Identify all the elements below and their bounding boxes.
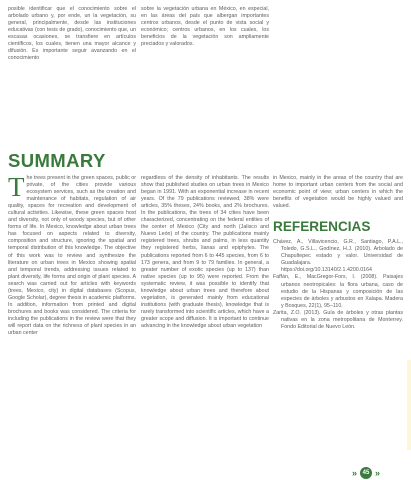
page-number-badge: 45 xyxy=(360,467,372,479)
summary-column-3 xyxy=(273,175,403,331)
intro-column-1 xyxy=(8,6,136,62)
summary-paragraph-1 xyxy=(8,172,136,337)
double-chevron-down-icon[interactable]: » xyxy=(375,467,381,478)
summary-paragraph-2: regardless of the density of inhabitants. The results show that published studies on urban trees in Mexico began in 1991. With an exponential increase in recent years. Of the 79 publications reviewed, 38% were articles, 35% theses, 24% books, and 2% brochures. In the publications, the trees of 34 cities have been characterized, concentrating on the federal entities of the center of Mexico (City and north (Jalisco and Nuevo León) of the country. The publications mainly registered trees, shrubs and palms, in less quantity they registered herbs, lianas and epiphytes. The publications reported from 6 to 445 species, from 6 to 173 genera, and from 9 to 79 families. In general, a greater number of exotic species (up to 137) than native species (up to 95) were reported. From the systematic review, it was possible to identify that knowledge about urban trees and therefore about vegetation, is generated mainly from educational institutions (with graduate thesis), knowledge that is rarely transformed into scientific articles, which have a greater scope and diffusion. It is important to continue advancing in the knowledge about urban vegetation xyxy=(141,175,269,329)
intro-column-2 xyxy=(141,6,269,48)
reference-item: Faffán, E., MacGregor-Fors, I. (2008). Paisajes urbanos neotropicales: la flora urbana, caso de estudio de la Hispanas y composición de las especies de árboles y arbustos en Xalapa. Madera y Bosques, 22(1), 95–110. xyxy=(273,274,403,309)
drop-cap: T xyxy=(8,172,25,202)
summary-text-1: he trees present in the green spaces, public or private, of the cities provide various ecosystem services, such as the creation and maintenance of habitats, regulation of air quality, spaces for recreation and development of cultural activities. Likewise, these green spaces host and diversity, not only of woody species, but of other forms of life. In Mexico, knowledge about urban trees has focused on aspects related to diversity, composition and structure, ignoring the spatial and temporal distribution of this knowledge. The objective of this work was to review and synthesize the literature on urban trees in Mexico showing spatial and temporal trends, addressing issues related to plant diversity, life forms and origin of plant species. A search was carried out for articles with keywords (trees, Mexico, city) in digital databases (Scopus, Google Scholar), degree thesis in academic platforms. In addition, information from printed and digital brochures and books was considered. The criteria for including the publications in the review were that they will report data on the richness of plant species in an urban center xyxy=(8,175,136,337)
summary-column-2 xyxy=(141,175,269,330)
side-tab-decoration xyxy=(407,360,411,450)
references-heading: REFERENCIAS xyxy=(273,219,371,235)
reference-item: Chávez, A., Villavicencio, G.R., Santiago, P.A.L., Toledo, G.S.L., Godínez, H.J. (2010). Arbolado de Chapultepec estado y valor. Universidad de Guadalajara. https://doi.org/10.13140/2.1.4200.0164 xyxy=(273,239,403,274)
double-chevron-right-icon[interactable]: » xyxy=(352,467,358,478)
intro-paragraph-1: posible identificar que el conocimiento sobre el arbolado urbano y, por ende, un la vegetación, su general, principalmente, desde las instituciones educativas (con tesis de grado), conocimiento que, un escasas ocasiones, se transfiere en artículos científicos, los cuales, tienen una mayor alcance y difusión. Es importante seguir avanzando en el conocimiento xyxy=(8,6,136,62)
summary-column-1 xyxy=(8,172,136,337)
intro-paragraph-2: sobre la vegetación urbana en México, en especial, en las áreas del país que albergan importantes centros urbanos, desde el punto de vista social y económico; centros urbanos, en los cuales, los beneficios de la vegetación son ampliamente preciados y valorados. xyxy=(141,6,269,48)
summary-heading: SUMMARY xyxy=(8,150,106,171)
page-footer xyxy=(352,466,380,480)
reference-item: Zarita, Z.O. (2013). Guía de árboles y otras plantas nativas en la zona metropolitana de Monterrey. Fondo Editorial de Nuevo León. xyxy=(273,309,403,330)
summary-paragraph-3: in Mexico, mainly in the areas of the country that are home to important urban centers from the social and economic point of view; urban centers in which the benefits of vegetation would be highly valued and valued. xyxy=(273,175,403,210)
